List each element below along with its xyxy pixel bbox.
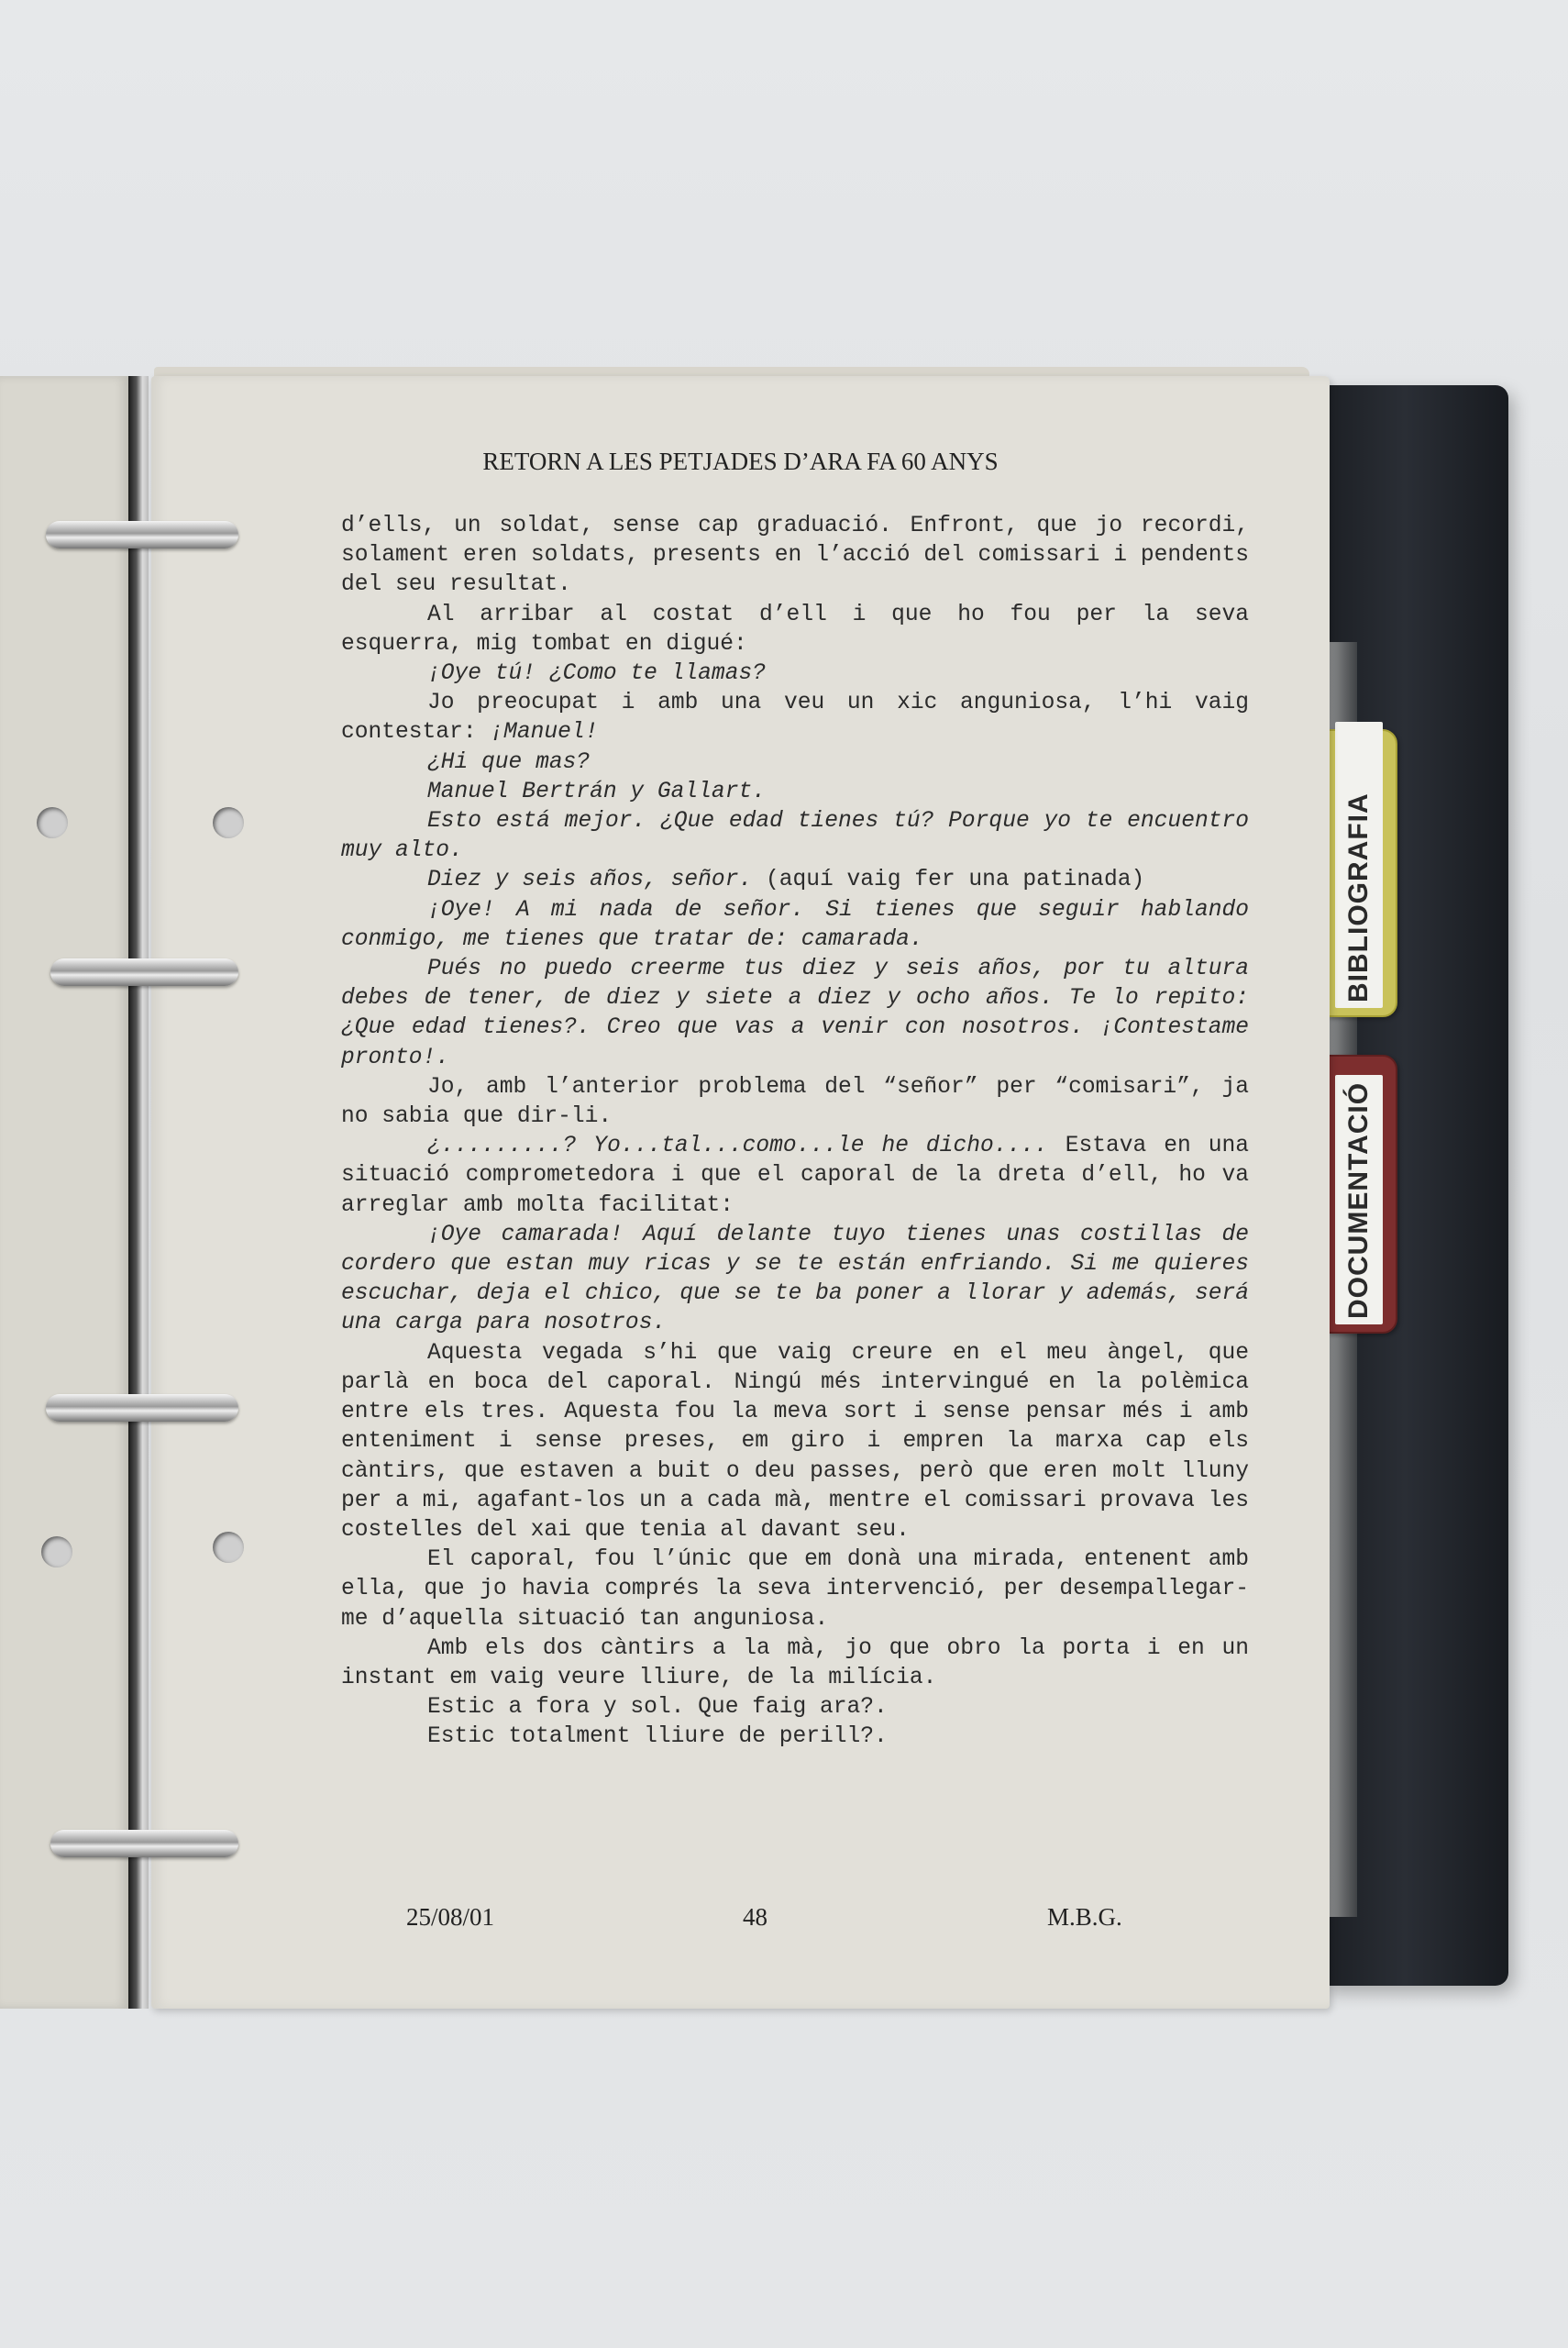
- paragraph-text: Al arribar al costat d’ell i que ho fou per la seva esquerra, mig tombat en digué:: [341, 602, 1249, 657]
- paragraph-text: ¡Oye tú! ¿Como te llamas?: [427, 661, 766, 687]
- footer-date: 25/08/01: [406, 1903, 495, 1931]
- paragraph: [341, 601, 1249, 659]
- paragraph: [341, 1545, 1249, 1634]
- paragraph: [341, 896, 1249, 955]
- paragraph: [341, 955, 1249, 1073]
- paragraph-text: ¿Hi que mas?: [427, 749, 591, 775]
- paragraph-text: ¡Oye camarada! Aquí delante tuyo tienes unas costillas de cordero que estan muy ricas y se te están enfriando. Si me quieres escuchar, deja el chico, que se te ba poner a llorar y además, será una carga para nosotros.: [341, 1222, 1249, 1336]
- paragraph-text: Amb els dos càntirs a la mà, jo que obro la porta i en un instant em vaig veure lliure, de la milícia.: [341, 1635, 1249, 1690]
- paragraph: [341, 1693, 1249, 1722]
- paragraph-text: El caporal, fou l’únic que em donà una mirada, entenent amb ella, que jo havia comprés la seva intervenció, per desempallegar-me d’aquella situació tan anguniosa.: [341, 1547, 1249, 1632]
- tab-documentacio-label: DOCUMENTACIÓ: [1335, 1075, 1383, 1324]
- tab-bibliografia-label: BIBLIOGRAFIA: [1335, 722, 1383, 1008]
- paragraph: [341, 659, 1249, 689]
- paragraph-text: Manuel Bertrán y Gallart.: [427, 779, 766, 804]
- punch-hole: [213, 1532, 244, 1563]
- body-text: [341, 512, 1249, 1753]
- paragraph: [341, 778, 1249, 807]
- paragraph: [341, 866, 1249, 895]
- paragraph-text-tail: Estava en una situació comprometedora i que el caporal de la dreta d’ell, ho va arreglar amb molta facilitat:: [341, 1134, 1250, 1218]
- paragraph: [341, 512, 1249, 601]
- paragraph: [341, 748, 1249, 778]
- footer-author: M.B.G.: [1047, 1903, 1122, 1931]
- punch-hole: [213, 807, 244, 838]
- paragraph-text: Estic a fora y sol. Que faig ara?.: [427, 1695, 888, 1721]
- paragraph-text: Estic totalment lliure de perill?.: [427, 1724, 888, 1750]
- paragraph-text-tail: ¡Manuel!: [476, 720, 599, 746]
- paragraph-text: d’ells, un soldat, sense cap graduació. Enfront, que jo recordi, solament eren soldats, presents en l’acció del comissari i pendents del seu resultat.: [341, 514, 1249, 598]
- paragraph: [341, 689, 1249, 748]
- paragraph: [341, 1073, 1249, 1132]
- paragraph: [341, 1722, 1249, 1752]
- paragraph-text: Jo, amb l’anterior problema del “señor” per “comisari”, ja no sabia que dir-li.: [341, 1074, 1249, 1130]
- paragraph-text: ¿.........? Yo...tal...como...le he dicho....: [427, 1134, 1048, 1159]
- paragraph: [341, 1132, 1249, 1221]
- punch-hole: [41, 1536, 72, 1567]
- paragraph-text: Pués no puedo creerme tus diez y seis años, por tu altura debes de tener, de diez y siete a diez y ocho años. Te lo repito: ¿Que edad tienes?. Creo que vas a venir con nosotros. ¡Contestame pronto!.: [341, 957, 1249, 1070]
- paragraph-text: ¡Oye! A mi nada de señor. Si tienes que seguir hablando conmigo, me tienes que tratar de: camarada.: [341, 897, 1249, 952]
- paragraph-text-tail: (aquí vaig fer una patinada): [752, 868, 1145, 893]
- footer-page-number: 48: [743, 1903, 767, 1931]
- paragraph-text: Diez y seis años, señor.: [427, 868, 753, 893]
- punch-hole: [37, 807, 68, 838]
- page-title: RETORN A LES PETJADES D’ARA FA 60 ANYS: [482, 448, 999, 475]
- binder-ring: [50, 1830, 238, 1857]
- tab-documentacio[interactable]: [1328, 1055, 1397, 1334]
- paragraph: [341, 1221, 1249, 1339]
- binder-ring: [46, 521, 238, 548]
- paragraph: [341, 1634, 1249, 1693]
- binder-ring: [50, 958, 238, 986]
- paragraph-text: Aquesta vegada s’hi que vaig creure en el meu àngel, que parlà en boca del caporal. Ningú més intervingué en la polèmica entre els tres. Aquesta fou la meva sort i sense pensar més i amb enteniment i sense preses, em giro i empren la marxa cap els càntirs, que estaven a buit o deu passes, però que eren molt lluny per a mi, agafant-los un a cada mà, mentre el comissari provava les costelles del xai que tenia al davant seu.: [341, 1340, 1249, 1543]
- paragraph-text: Jo preocupat i amb una veu un xic anguniosa, l’hi vaig contestar:: [341, 691, 1249, 746]
- binder-spine-strip: [128, 376, 149, 2009]
- paragraph-text: Esto está mejor. ¿Que edad tienes tú? Porque yo te encuentro muy alto.: [341, 809, 1249, 864]
- paragraph: [341, 807, 1249, 866]
- tab-bibliografia[interactable]: [1328, 729, 1397, 1017]
- paragraph: [341, 1339, 1249, 1545]
- left-page: [0, 376, 128, 2009]
- binder-ring: [46, 1394, 238, 1422]
